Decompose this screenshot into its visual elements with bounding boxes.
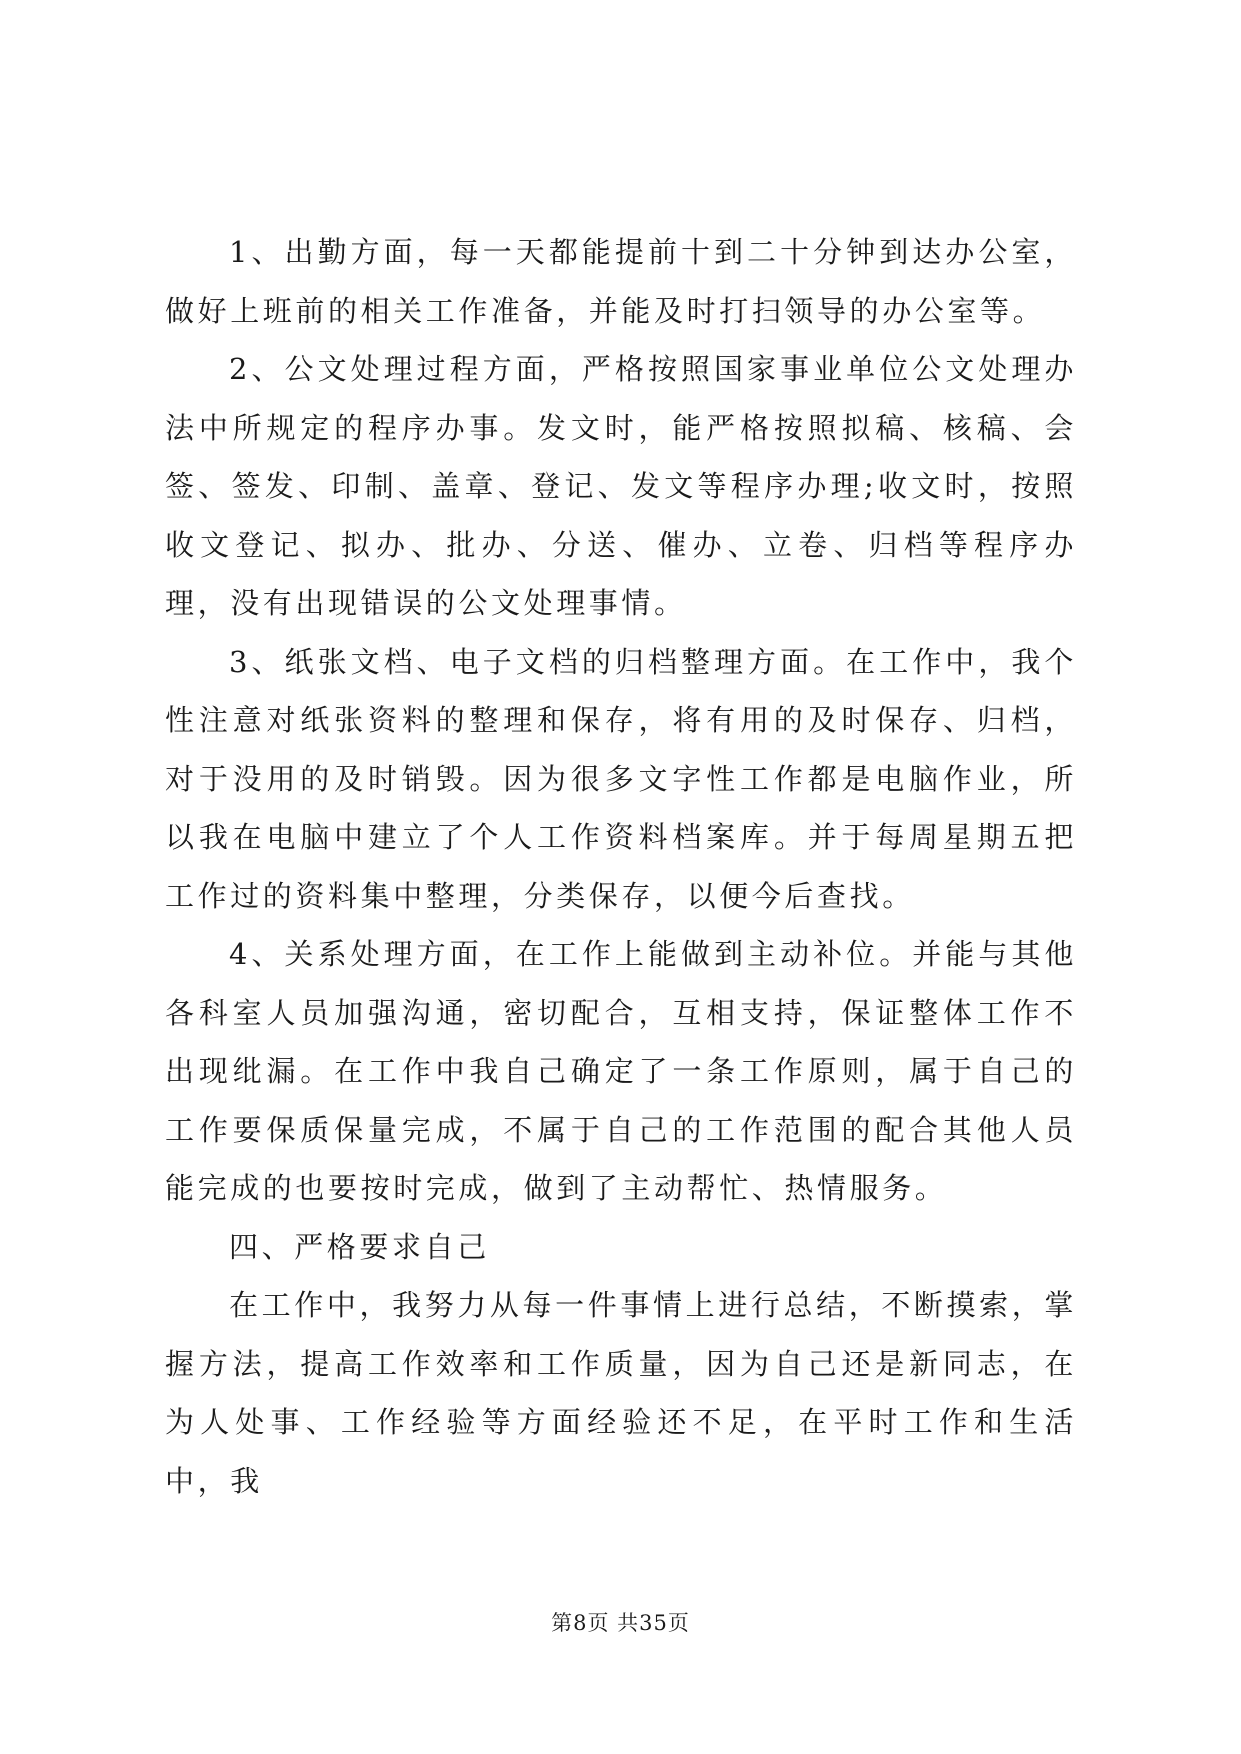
paragraph-self-discipline: 在工作中，我努力从每一件事情上进行总结，不断摸索，掌握方法，提高工作效率和工作质量，因为自己还是新同志，在为人处事、工作经验等方面经验还不足，在平时工作和生活中，我 [165,1288,1077,1498]
page-number-footer: 第8页 共35页 [551,1611,690,1635]
document-body [165,223,1077,1510]
paragraph-document-handling: 2、公文处理过程方面，严格按照国家事业单位公文处理办法中所规定的程序办事。发文时，能严格按照拟稿、核稿、会签、签发、印制、盖章、登记、发文等程序办理;收文时，按照收文登记、拟办、批办、分送、催办、立卷、归档等程序办理，没有出现错误的公文处理事情。 [165,352,1077,620]
paragraph-relations: 4、关系处理方面，在工作上能做到主动补位。并能与其他各科室人员加强沟通，密切配合，互相支持，保证整体工作不出现纰漏。在工作中我自己确定了一条工作原则，属于自己的工作要保质保量完成，不属于自己的工作范围的配合其他人员能完成的也要按时完成，做到了主动帮忙、热情服务。 [165,937,1077,1205]
paragraph-attendance: 1、出勤方面，每一天都能提前十到二十分钟到达办公室，做好上班前的相关工作准备，并能及时打扫领导的办公室等。 [165,235,1077,328]
section-heading: 四、严格要求自己 [229,1229,490,1264]
paragraph-archiving: 3、纸张文档、电子文档的归档整理方面。在工作中，我个性注意对纸张资料的整理和保存，将有用的及时保存、归档，对于没用的及时销毁。因为很多文字性工作都是电脑作业，所以我在电脑中建立了个人工作资料档案库。并于每周星期五把工作过的资料集中整理，分类保存，以便今后查找。 [165,644,1077,913]
